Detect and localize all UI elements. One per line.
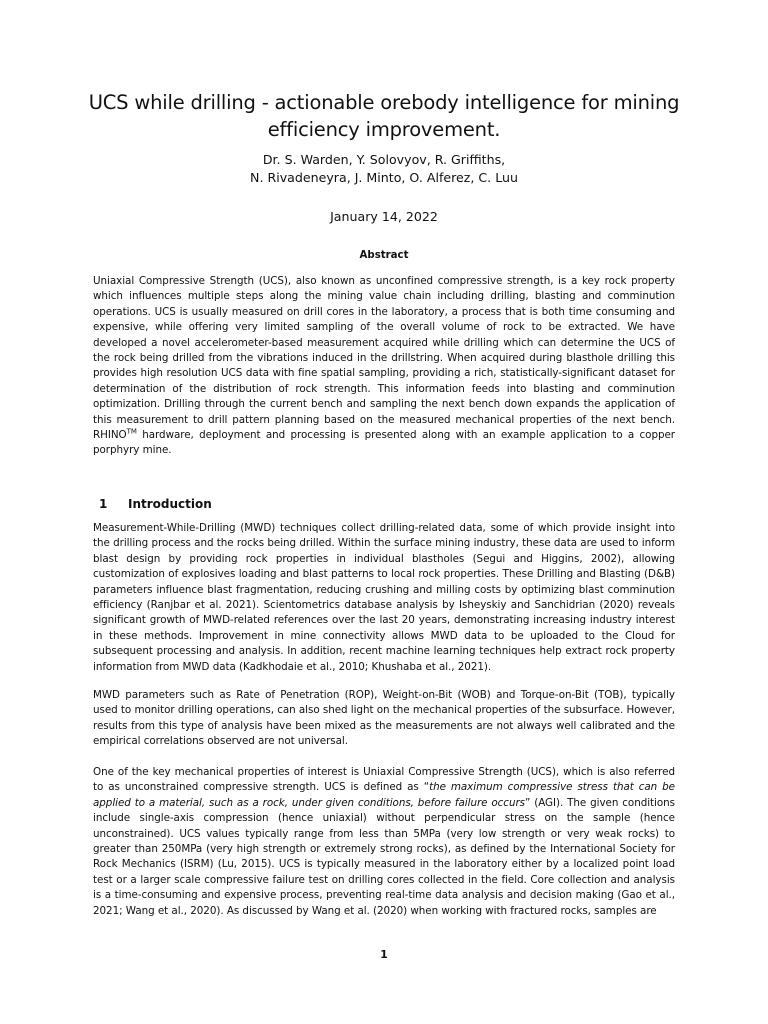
intro-paragraph-3-part-2: ” (AGI). The given conditions include single-axis compression (hence uniaxial) without perpendicular stress on the sample (hence unconstrained). UCS values typically range from less than 5MPa (very low strength or very weak rocks) to greater than 250MPa (very high strength or extremely strong rocks), as defined by the International Society for Rock Mechanics (ISRM) (Lu, 2015). UCS is typically measured in the laboratory either by a localized point load test or a larger scale compressive failure test on drilling cores collected in the field. Core collection and analysis is a time-consuming and expensive process, preventing real-time data analysis and decision making (Gao et al., 2021; Wang et al., 2020). As discussed by Wang et al. (2020) when working with fractured rocks, samples are bbox=[93, 796, 675, 917]
section-heading-introduction bbox=[99, 496, 212, 512]
intro-paragraph-1: Measurement-While-Drilling (MWD) techniques collect drilling-related data, some of which provide insight into the drilling process and the rocks being drilled. Within the surface mining industry, these data are used to inform blast design by providing rock properties in individual blastholes (Segui and Higgins, 2002), allowing customization of explosives loading and blast patterns to local rock properties. These Drilling and Blasting (D&B) parameters influence blast fragmentation, reducing crushing and milling costs by optimizing blast comminution efficiency (Ranjbar et al. 2021). Scientometrics database analysis by Isheyskiy and Sanchidrian (2020) reveals significant growth of MWD-related references over the last 20 years, demonstrating increasing industry interest in these methods. Improvement in mine connectivity allows MWD data to be uploaded to the Cloud for subsequent processing and analysis. In addition, recent machine learning techniques help extract rock property information from MWD data (Kadkhodaie et al., 2010; Khushaba et al., 2021). bbox=[93, 522, 675, 673]
section-number: 1 bbox=[99, 497, 108, 511]
paper-title: UCS while drilling - actionable orebody intelligence for mining efficiency improvement. bbox=[88, 91, 680, 141]
page-number: 1 bbox=[380, 948, 388, 961]
intro-paragraph-3 bbox=[93, 765, 675, 919]
abstract-text-part-2: hardware, deployment and processing is presented along with an example application to a copper porphyry mine. bbox=[93, 429, 675, 457]
paper-date: January 14, 2022 bbox=[330, 209, 438, 224]
abstract-text-part-1: Uniaxial Compressive Strength (UCS), also known as unconfined compressive strength, is a key rock property which influences multiple steps along the mining value chain including drilling, blasting and comminution operations. UCS is usually measured on drill cores in the laboratory, a process that is both time consuming and expensive, while offering very limited sampling of the overall volume of rock to be extracted. We have developed a novel accelerometer-based measurement acquired while drilling which can determine the UCS of the rock being drilled from the vibrations induced in the drillstring. When acquired during blasthole drilling this provides high resolution UCS data with fine spatial sampling, providing a rich, statistically-significant dataset for determination of the distribution of rock strength. This information feeds into blasting and comminution optimization. Drilling through the current bench and sampling the next bench down expands the application of this measurement to drill pattern planning based on the measured mechanical properties of the next bench. RHINO bbox=[93, 275, 675, 442]
author-list bbox=[120, 151, 648, 187]
ucs-definition-quote: the maximum compressive stress that can be applied to a material, such as a rock, under given conditions, before failure occurs bbox=[93, 781, 675, 809]
intro-paragraph-3-part-1: One of the key mechanical properties of interest is Uniaxial Compressive Strength (UCS), which is also referred to as unconstrained compressive strength. UCS is defined as “ bbox=[93, 766, 675, 794]
intro-paragraph-2: MWD parameters such as Rate of Penetration (ROP), Weight-on-Bit (WOB) and Torque-on-Bit (TOB), typically used to monitor drilling operations, can also shed light on the mechanical properties of the subsurface. However, results from this type of analysis have been mixed as the measurements are not always well calibrated and the empirical correlations observed are not universal. bbox=[93, 689, 675, 748]
authors-line-2: N. Rivadeneyra, J. Minto, O. Alferez, C. Luu bbox=[250, 170, 518, 185]
abstract-heading: Abstract bbox=[359, 250, 409, 261]
abstract-text bbox=[93, 274, 675, 459]
trademark-superscript: TM bbox=[126, 427, 137, 436]
section-title: Introduction bbox=[128, 497, 212, 511]
authors-line-1: Dr. S. Warden, Y. Solovyov, R. Griffiths, bbox=[262, 152, 506, 167]
